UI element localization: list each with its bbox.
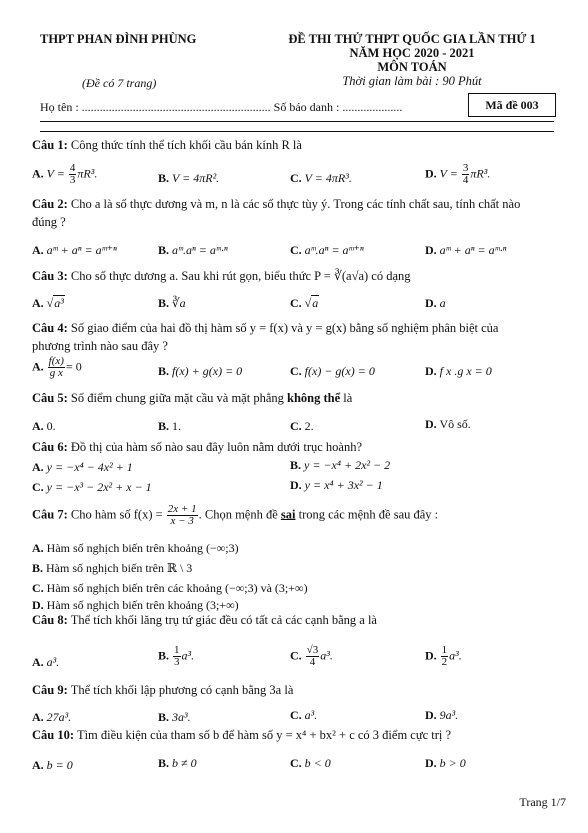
pages-note: (Đề có 7 trang) [82, 76, 157, 90]
q2-option-b: B. aᵐ.aⁿ = aᵐ·ⁿ [158, 243, 228, 257]
question-7: Câu 7: Cho hàm số f(x) = $\frac{2x + 1}{x - 3}$ . Chọn mệnh đề sai trong các mệnh đề sau đây : [32, 503, 439, 527]
question-8: Câu 8: Thể tích khối lăng trụ tứ giác đều có tất cả các cạnh bằng a là [32, 613, 377, 627]
q5-option-b: B. 1. [158, 419, 182, 433]
q3-option-c: C. √a [290, 296, 319, 310]
q6-option-c: C. y = −x³ − 2x² + x − 1 [32, 480, 152, 494]
question-5: Câu 5: Số điểm chung giữa mặt cầu và mặt phẳng không thể là [32, 391, 353, 405]
q3-option-d: D. a [425, 296, 446, 310]
candidate-info-line [40, 100, 402, 115]
q4-option-a: A. $\frac{f(x)}{\text{g x}}$ = 0 [32, 355, 82, 379]
subject: MÔN TOÁN [377, 60, 447, 74]
q7-option-a: A. Hàm số nghịch biến trên khoảng (−∞;3) [32, 541, 239, 555]
q6-option-d: D. y = x⁴ + 3x² − 1 [290, 478, 383, 492]
q4-option-c: C. f(x) − g(x) = 0 [290, 364, 375, 378]
q9-option-d: D. 9a³. [425, 708, 459, 722]
q8-option-d: D. $\frac{1}{2}$ a³. [425, 644, 462, 668]
q10-option-d: D. b > 0 [425, 756, 466, 770]
header-divider [40, 121, 554, 122]
q1-option-c: C. V = 4πR³. [290, 171, 352, 185]
q9-option-c: C. a³. [290, 708, 318, 722]
exam-header [262, 32, 562, 88]
q1-option-a: A. V = $\frac{4}{3}$ πR³. [32, 162, 98, 186]
q3-option-a: A. √a³ [32, 296, 64, 310]
q6-option-a: A. y = −x⁴ − 4x² + 1 [32, 460, 133, 474]
sbd-field: .................... [342, 100, 403, 114]
q2-option-a: A. aᵐ + aⁿ = aᵐ⁺ⁿ [32, 243, 117, 257]
question-1: Câu 1: Công thức tính thể tích khối cầu bán kính R là [32, 138, 302, 152]
q4-option-d: D. f x .g x = 0 [425, 364, 492, 378]
question-2-line-2: đúng ? [32, 215, 66, 229]
page-number: Trang 1/7 [519, 795, 566, 809]
q8-option-c: C. $\frac{√3}{4}$ a³. [290, 644, 333, 668]
q8-option-b: B. $\frac{1}{3}$ a³. [158, 644, 195, 668]
question-6: Câu 6: Đồ thị của hàm số nào sau đây luôn nằm dưới trục hoành? [32, 440, 363, 454]
question-4-line-2: phương trình nào sau đây ? [32, 339, 168, 353]
q6-option-b: B. y = −x⁴ + 2x² − 2 [290, 458, 391, 472]
school-name: THPT PHAN ĐÌNH PHÙNG [40, 32, 197, 46]
sbd-label: Số báo danh : [273, 100, 340, 114]
name-field: ............................................................... [81, 100, 271, 114]
exam-title: ĐỀ THI THỬ THPT QUỐC GIA LẦN THỨ 1 [288, 32, 536, 46]
q7-option-c: C. Hàm số nghịch biến trên các khoảng (−∞;3) và (3;+∞) [32, 581, 308, 595]
q9-option-a: A. 27a³. [32, 710, 72, 724]
q10-option-a: A. b = 0 [32, 758, 73, 772]
question-2: Câu 2: Cho a là số thực dương và m, n là các số thực tùy ý. Trong các tính chất sau, tính chất nào [32, 197, 521, 211]
q9-option-b: B. 3a³. [158, 710, 191, 724]
header-divider-2 [40, 131, 554, 132]
q4-option-b: B. f(x) + g(x) = 0 [158, 364, 243, 378]
q1-option-d: D. V = $\frac{3}{4}$ πR³. [425, 162, 491, 186]
exam-code-box: Mã đề 003 [468, 93, 556, 117]
question-3: Câu 3: Cho số thực dương a. Sau khi rút gọn, biểu thức P = ∛(a√a) có dạng [32, 269, 411, 283]
q5-option-a: A. 0. [32, 419, 56, 433]
q5-option-c: C. 2. [290, 419, 314, 433]
q2-option-d: D. aᵐ + aⁿ = aᵐ·ⁿ [425, 243, 507, 257]
question-9: Câu 9: Thể tích khối lập phương có cạnh bằng 3a là [32, 683, 294, 697]
q2-option-c: C. aᵐ.aⁿ = aᵐ⁺ⁿ [290, 243, 364, 257]
question-4: Câu 4: Số giao điểm của hai đồ thị hàm số y = f(x) và y = g(x) bằng số nghiệm phân biệt của [32, 321, 499, 335]
school-year: NĂM HỌC 2020 - 2021 [349, 46, 475, 60]
exam-time: Thời gian làm bài : 90 Phút [342, 74, 482, 88]
q3-option-b: B. ∛a [158, 296, 186, 310]
q8-option-a: A. a³. [32, 655, 60, 669]
q7-option-d: D. Hàm số nghịch biến trên khoảng (3;+∞) [32, 598, 239, 612]
q1-option-b: B. V = 4πR². [158, 171, 220, 185]
name-label: Họ tên : [40, 100, 79, 114]
q7-option-b: B. Hàm số nghịch biến trên ℝ \ 3 [32, 561, 193, 575]
q10-option-b: B. b ≠ 0 [158, 756, 197, 770]
question-10: Câu 10: Tìm điều kiện của tham số b để hàm số y = x⁴ + bx² + c có 3 điểm cực trị ? [32, 728, 452, 742]
q10-option-c: C. b < 0 [290, 756, 331, 770]
q5-option-d: D. Vô số. [425, 417, 471, 431]
